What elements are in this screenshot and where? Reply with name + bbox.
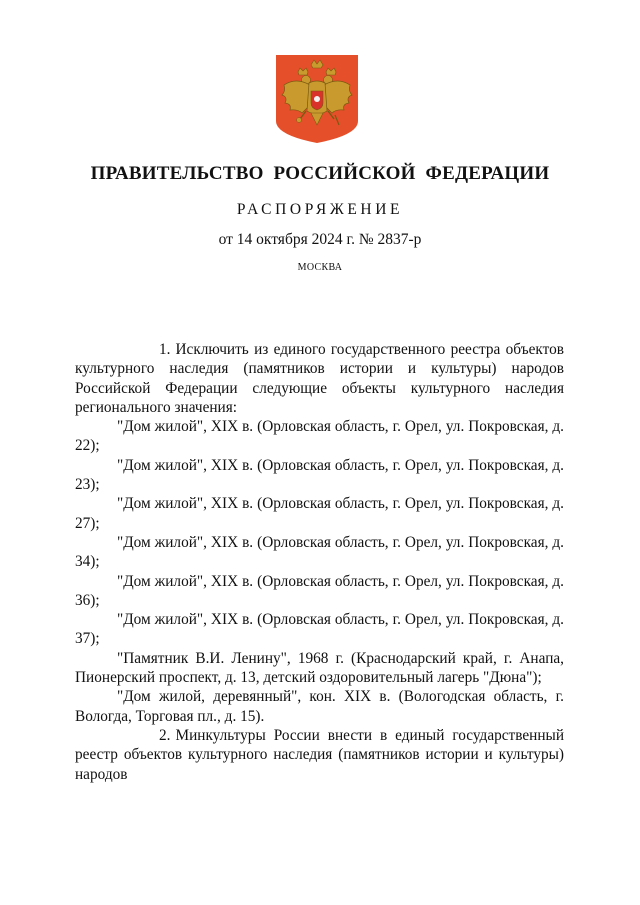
paragraph-number: 2. <box>159 726 171 744</box>
paragraph-text: Исключить из единого государственного реестра объектов культурного наследия (памятников истории и культуры) народов Российской Федерации следующие объекты культурного наследия регионального значения: <box>75 341 564 416</box>
issue-city: МОСКВА <box>297 262 343 273</box>
paragraph-2 <box>75 726 564 784</box>
document-body <box>75 340 564 784</box>
list-item: "Дом жилой", XIX в. (Орловская область, г. Орел, ул. Покровская, д. 37); <box>75 611 564 648</box>
coat-of-arms-icon <box>276 55 358 143</box>
list-item: "Дом жилой", XIX в. (Орловская область, г. Орел, ул. Покровская, д. 23); <box>75 456 564 494</box>
government-title: ПРАВИТЕЛЬСТВО РОССИЙСКОЙ ФЕДЕРАЦИИ <box>90 163 550 184</box>
paragraph-1 <box>75 340 564 417</box>
list-item: "Дом жилой", XIX в. (Орловская область, г. Орел, ул. Покровская, д. 27); <box>75 495 564 532</box>
list-item: "Дом жилой", XIX в. (Орловская область, г. Орел, ул. Покровская, д. 22); <box>75 418 564 455</box>
paragraph-text: Минкультуры России внести в единый государственный реестр объектов культурного наследия (памятников истории и культуры) народов <box>75 726 564 783</box>
list-item: "Дом жилой", XIX в. (Орловская область, г. Орел, ул. Покровская, д. 34); <box>75 533 564 571</box>
list-item: "Дом жилой, деревянный", кон. XIX в. (Вологодская область, г. Вологда, Торговая пл., д. 15). <box>75 688 564 725</box>
list-item: "Памятник В.И. Ленину", 1968 г. (Краснодарский край, г. Анапа, Пионерский проспект, д. 13, детский оздоровительный лагерь "Дюна"); <box>75 649 564 687</box>
document-date-number: от 14 октября 2024 г. № 2837-р <box>218 231 422 248</box>
list-item: "Дом жилой", XIX в. (Орловская область, г. Орел, ул. Покровская, д. 36); <box>75 572 564 609</box>
document-type: РАСПОРЯЖЕНИЕ <box>236 201 404 218</box>
paragraph-number: 1. <box>159 341 171 358</box>
